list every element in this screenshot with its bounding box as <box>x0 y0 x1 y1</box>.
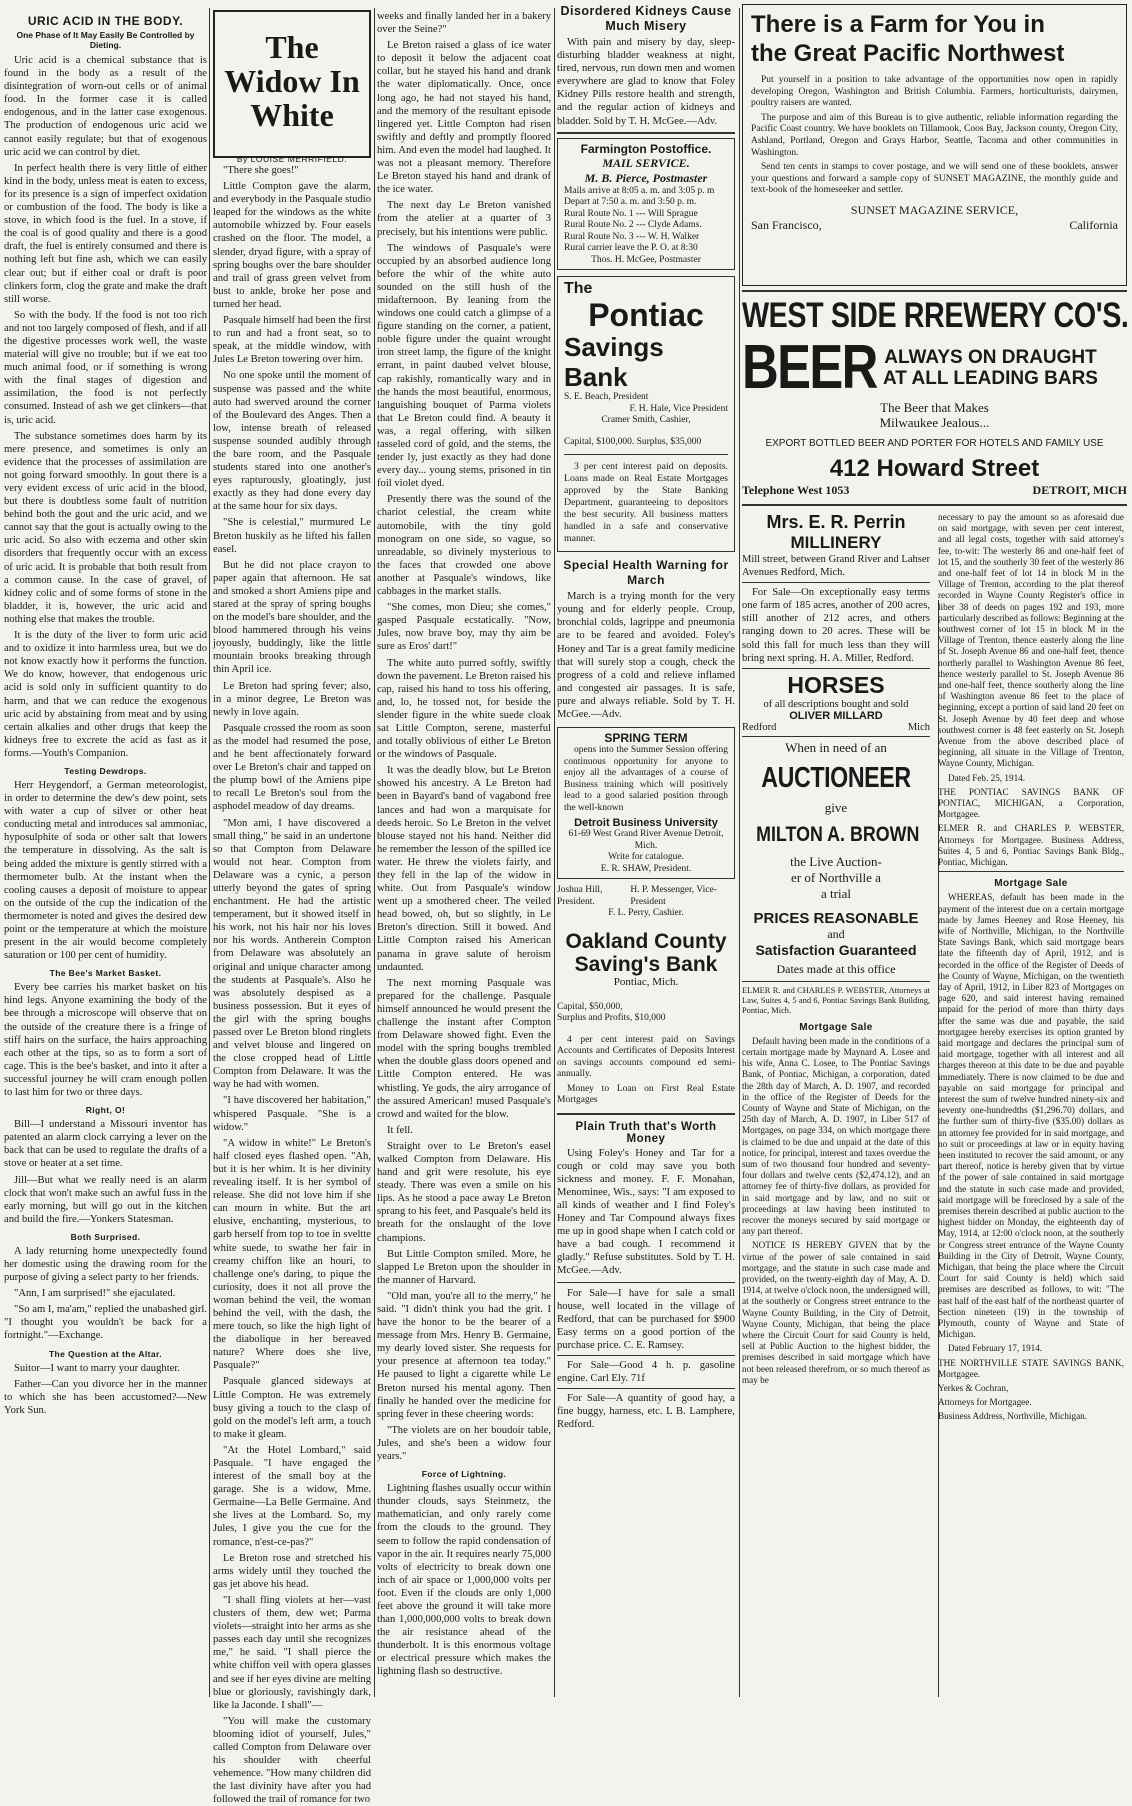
ad-title: Special Health Warning for March <box>563 558 729 588</box>
paragraph: A lady returning home unexpectedly found her domestic using the drawing room for the purpose of giving a select party to her friends. <box>4 1245 207 1284</box>
paragraph: So with the body. If the food is not too rich and not too largely composed of flesh, and if all the digestive processes work well, the waste material will give no trouble; but if we eat too much animal food, or if something is wrong with the final stages of digestion and assimilation, the food is not perfectly consumed. Instead of ash we get clinkers—that is, uric acid. <box>4 309 207 426</box>
brewery-phone: Telephone West 1053 <box>742 483 850 497</box>
brewery-always-1: ALWAYS ON DRAUGHT <box>884 347 1097 368</box>
section-title: Testing Dewdrops. <box>64 765 147 776</box>
paragraph: "A widow in white!" Le Breton's half closed eyes flashed open. "Ah, but it is her whim. It is her divinity revealing itself. It is her symbol of release. She did not love him if she can mourn in white. But the art elusive, enchanting, mysterious, to garb herself from top to toe in sveltte white suede, to swathe her fair in creamy chiffon like an houri, to challenge one's daring, to pique the curiosity, does it not all prove the woman behind the veil, the woman behind the veil, with the dash, the mere touch, so like the high light of the diabolique in her bereaved nature? Where does she live, Pasquale?" <box>213 1137 371 1372</box>
auction-title: AUCTIONEER <box>761 761 911 794</box>
oak-officer: F. L. Perry, Cashier. <box>608 908 684 919</box>
brewery-beer: BEER <box>742 333 877 402</box>
paragraph: It fell. <box>387 1124 413 1136</box>
mortgage-attorneys: ELMER R. and CHARLES P. WEBSTER, Attorneys for Mortgagee. Business Address, Suites 4, 5 and 6, Pontiac Savings Bank Bldg., Pontiac, Michigan. <box>938 823 1124 868</box>
horses-location <box>742 722 930 733</box>
brewery-always-2: AT ALL LEADING BARS <box>883 368 1098 389</box>
spring-term-box <box>557 727 735 879</box>
brewery-beer-row <box>742 333 1127 402</box>
paragraph: Father—Can you divorce her in the manner to which she has been accustomed?—New York Sun. <box>4 1378 207 1416</box>
mortgage-date: Dated February 17, 1914. <box>948 1343 1043 1354</box>
column-rule <box>209 8 210 1697</box>
paragraph: "Ann, I am surprised!" she ejaculated. <box>14 1288 176 1300</box>
oak-title: Oakland County Saving's Bank <box>565 929 727 976</box>
bank-name-1: Pontiac <box>588 297 704 334</box>
column-3 <box>377 10 551 1695</box>
paragraph: "I shall fling violets at her—vast clusters of them, dew wet; Parma violets—straight into her arms as she passes each day until she recognizes me," he said. "I shall pierce the white chiffon veil with opera glasses and see if her eyes divine are melting blue or gloriously, ravishingly dark, like la Jaconde. I shall"— <box>213 1594 371 1711</box>
auction-live: the Live Auction- <box>790 853 882 869</box>
mortgage-attorneys: Yerkes & Cochran, <box>938 1383 1009 1394</box>
paragraph: "So am I, ma'am," replied the unabashed girl. "I thought you wouldn't be back for a fortnight."—Exchange. <box>4 1304 207 1342</box>
brewery-export: EXPORT BOTTLED BEER AND PORTER FOR HOTELS AND FAMILY USE <box>765 438 1104 449</box>
ad-title: Disordered Kidneys Cause Much Misery <box>560 4 732 33</box>
mortgage-bank: THE PONTIAC SAVINGS BANK OF PONTIAC, MICHIGAN, a Corporation, Mortgagee. <box>938 786 1124 820</box>
divider <box>742 582 930 583</box>
section-title: Both Surprised. <box>70 1231 141 1242</box>
brewery-makes-2: Milwaukee Jealous... <box>879 415 990 430</box>
farm-title-2: the Great Pacific Northwest <box>751 40 1065 67</box>
paragraph: "The violets are on her boudoir table, Jules, and she's been a widow four years." <box>377 1424 551 1463</box>
spring-school: Detroit Business University <box>574 817 718 830</box>
divider <box>557 1113 735 1115</box>
spring-address: 61-69 West Grand River Avenue Detroit, Mich. <box>568 829 724 851</box>
perrin-name: Mrs. E. R. Perrin <box>766 512 906 532</box>
postoffice-box <box>557 138 735 271</box>
paragraph: Every bee carries his market basket on his hind legs. Anyone examining the body of the bee through a microscope will observe that on the outside of the creature there is a fringe of stiff hairs on the surface, the hairs approaching each other at the tips, so as to form a sort of cage. This is the bee's basket, and into it after a successful journey he will cram enough pollen to last him for two or three days. <box>4 982 207 1099</box>
postoffice-line: Rural carrier leave the P. O. at 8:30 <box>564 243 698 254</box>
column-rule <box>554 8 555 1697</box>
farm-service: SUNSET MAGAZINE SERVICE, <box>850 202 1019 217</box>
mortgage-date: Dated Feb. 25, 1914. <box>948 772 1026 783</box>
farm-ad <box>742 4 1127 286</box>
bank-officer: F. H. Hale, Vice President <box>629 403 728 414</box>
classified: For Sale—Good 4 h. p. gasoline engine. Carl Ely. 71f <box>557 1360 735 1385</box>
bank-name-2: Savings Bank <box>564 332 664 393</box>
oak-money: Money to Loan on First Real Estate Mortgages <box>557 1083 735 1106</box>
auction-and: and <box>827 926 845 941</box>
divider <box>557 132 735 134</box>
perrin-millinery: MILLINERY <box>790 533 882 552</box>
postoffice-line: Mails arrive at 8:05 a. m. and 3:05 p. m <box>564 185 715 196</box>
postoffice-line: Thos. H. McGee, Postmaster <box>591 254 701 265</box>
postoffice-service: MAIL SERVICE. <box>602 155 690 170</box>
horses-title: HORSES <box>787 671 885 698</box>
sub-column-left <box>742 512 930 1426</box>
brewery-address: 412 Howard Street <box>829 455 1040 482</box>
paragraph: It is the duty of the liver to form uric acid and to oxidize it into harmless urea, but we do not know exactly how it performs the function. We do know, however, that endogenous uric acid is sold only in sufficient quantity to do harm, and that we can reduce the exogenous uric acid by abstaining from meat and by using certain alkalies and other drugs that keep the kidneys free to excrete the acid as fast as it forms.—Youth's Companion. <box>4 630 207 759</box>
auction-prices: PRICES REASONABLE <box>753 909 919 927</box>
sub-column-right <box>938 512 1124 1426</box>
farm-title-1: There is a Farm for You in <box>751 11 1045 38</box>
ad-text: March is a trying month for the very young and for elderly people. Croup, bronchial colds, lagrippe and pneumonia are to be feared and avoided. Foley's Honey and Tar is a great family medicine that will surely stop a cough, check the progress of a cold and relieve inflamed and congested air passages. It is safe, pure and always reliable. Sold by T. H. McGee.—Adv. <box>557 591 735 720</box>
postoffice-title: Farmington Postoffice. <box>580 141 712 156</box>
paragraph: Suitor—I want to marry your daughter. <box>14 1362 180 1374</box>
mortgage-attorneys: Attorneys for Mortgagee. <box>938 1397 1032 1408</box>
article-title: URIC ACID IN THE BODY. <box>27 14 184 28</box>
divider <box>564 454 728 455</box>
paragraph: "At the Hotel Lombard," said Pasquale. "I have engaged the interest of the small boy at the garage. She is a widow, Mme. Germaine—La Belle Germaine. And she lives at the Lombard. So, my Jules, I give you the cue for the romance, n'est-ce-pas?" <box>213 1444 371 1548</box>
paragraph: Pasquale glanced sideways at Little Compton. He was extremely busy giving a touch to the clasp of gold on the model's left arm, a touch to make it gleam. <box>213 1376 371 1440</box>
auction-when: When in need of an <box>785 739 887 755</box>
postoffice-line: Rural Route No. 3 --- W. H. Walker <box>564 231 700 242</box>
divider <box>557 1388 735 1389</box>
spring-text: opens into the Summer Session offering continuous opportunity for anyone to enjoy all the advantages of a course of Business training which will positively lead to a good salaried position through the well-known <box>564 745 728 813</box>
bank-officer: Cramer Smith, Cashier, <box>601 415 691 426</box>
paragraph: Presently there was the sound of the chariot celestial, the cream white automobile, with the tiny gold monogram on one side, so vague, so unreadable, so divinely mysterious to the faces that crowded one above another at Pasquale's windows, like cabbages in the market stalls. <box>377 494 551 598</box>
column-5 <box>742 4 1127 1695</box>
story-byline: By LOUISE MERRIFIELD. <box>236 154 348 164</box>
mortgage-bank: THE NORTHVILLE STATE SAVINGS BANK, Mortgagee. <box>938 1357 1124 1379</box>
oak-text: 4 per cent interest paid on Savings Accounts and Certificates of Deposits Interest on savings accounts compound ed semi-annually. <box>557 1034 735 1080</box>
auction-trial: a trial <box>821 885 851 901</box>
divider <box>557 1282 735 1283</box>
spring-title: SPRING TERM <box>604 731 688 746</box>
paragraph: The windows of Pasquale's were occupied by an absorbed audience long before the whir of the white auto sounded on the still hush of the midafternoon. By leaning from the windows one could catch a glimpse of a figure standing on the corner, a patient, noble figure under the quaint wrought iron street lamp, the figure of the knight errant, in paint daubed velvet blouse, cap rakishly, romantically wary and in the hands the most beautiful, enormous, languishing bouquet of Parma violets that Le Breton could find. A beauty it was, a regal offering, with silken tasseled cord of gold, and the stems, the tender ly, just exactly as they had done every day... young stems, prisoned in tin foil violet dyed. <box>377 242 551 490</box>
paragraph: Pasquale crossed the room as soon as the model had resumed the pose, and he bent affectionately forward over Le Breton's chair and tapped on the plump bowl of the Amiens pipe to recall Le Breton's soul from the asphodel meadow of day dreams. <box>213 722 371 813</box>
divider <box>557 1355 735 1356</box>
paragraph: No one spoke until the moment of suspense was passed and the white auto had swerved around the corner of the Boulevard des Anges. Then a low, intense breath of released suspense sounded audibly through the bare room, and the Pasquale students stared into one another's eyes rapturously, gloatingly, just exactly as they had done every day at the same hour for six days. <box>213 370 371 513</box>
column-2 <box>213 10 371 1806</box>
section-title: The Bee's Market Basket. <box>49 968 162 979</box>
column-1 <box>4 10 207 1695</box>
brewery-contact <box>742 483 1127 498</box>
paragraph: In perfect health there is very little of either kind in the body, unless meat is eaten to excess, for its presence is a sign of imperfect oxidation or combustion of the food. The body is like a stove, in which food is the fuel. In a stove, if the coal is of good quality and there is a good draft, the fuel is entirely consumed and there is nothing left but fine ash, which we can easily clear out; but if either coal or draft is poor clinkers form, clog the grate and make the draft still worse. <box>4 162 207 305</box>
divider <box>938 871 1124 872</box>
postoffice-line: Depart at 7:50 a. m. and 3:50 p. m. <box>564 197 697 208</box>
farm-sale-text: For Sale—On exceptionally easy terms one farm of 185 acres, another of 200 acres, still another of 212 acres, and others ranging down to 20 acres. These will be sold this fall for much less than they will bring next spring. H. A. Miller, Redford. <box>742 587 930 664</box>
article-body <box>4 54 207 760</box>
postoffice-line: Rural Route No. 1 --- Will Sprague <box>564 208 698 219</box>
story-title: The Widow In White <box>224 29 360 133</box>
paragraph: Herr Heygendorf, a German meteorologist, in order to determine the dew's dew point, sets with water a cup of silver or other heat conducting metal and introduces sal ammoniac, hyposulphite of soda or other salt that lowers the temperature in dissolving. As the salt is being added the mixture is gently stirred with a thermometer bulb. At the instant when the cooling causes a deposit of moisture to appear on the outside of the cup the indication of the thermometer is noted and gives the desired dew point or the temperature at which the moisture present in the air would become completely saturation or 100 per cent of humidity. <box>4 779 207 962</box>
ad-title: Plain Truth that's Worth Money <box>575 1120 717 1145</box>
paragraph: Pasquale himself had been the first to run and had a front seat, so to speak, at the middle window, with Jules Le Breton towering over him. <box>213 315 371 366</box>
mortgage-address: Business Address, Northville, Michigan. <box>938 1411 1088 1422</box>
bank-the: The <box>564 280 593 298</box>
paragraph: Jill—But what we really need is an alarm clock that won't make such an awful fuss in the early morning, but will go out in the kitchen and build the fire.—Yonkers Statesman. <box>4 1174 207 1225</box>
paragraph: The white auto purred softly, swiftly down the pavement. Le Breton raised his cap, raised his hand to toss his offering, and, lo, he tossed not, for beside the slender figure in the white suede cloak sat Little Compton, serene, masterful and totally oblivious of either Le Breton or the windows of Pasquale. <box>377 657 551 761</box>
divider <box>742 668 930 669</box>
horses-name: OLIVER MILLARD <box>789 709 883 722</box>
section-title: The Question at the Altar. <box>48 1348 163 1359</box>
ad-text: With pain and misery by day, sleep-disturbing bladder weakness at night, tired, nervous, run down men and women everywhere are glad to know that Foley Kidney Pills restore health and strength, and the regular action of kidneys and bladder. Sold by T. H. McGee.—Adv. <box>557 37 735 127</box>
paragraph: "Old man, you're all to the merry," he said. "I didn't think you had the grit. I have the honor to be the bearer of a message from Mrs. Henry B. Germaine, my dearly loved sister. She requests for your presence at afternoon tea today." He paused to light a cigarette while Le Breton nursed his mental agony. Then finally he handed over the medicine for spring fever in these cheering words: <box>377 1290 551 1420</box>
horses-state: Mich <box>907 721 930 733</box>
paragraph: "Mon ami, I have discovered a small thing," he said in an undertone so that Compton from Delaware would not hear. Compton from Delaware was a cynic, a person utterly beyond the gates of spring enchantment. He had the artistic temperament, but it showed itself in his work, not his hair nor his loves nor his words. Antherein Compton from Delaware was absolutely an original and unique character among the students at Pasquale's. Also he was absolutely despised as a business possession. But it eyes of the girl with the spring boughs passed over Le Breton blond ringlets and velvet blouse and lingered on the close cropped head of Little Compton from Delaware. It was the way he had with women. <box>213 817 371 1091</box>
bank-capital: Capital, $100,000. Surplus, $35,000 <box>564 436 702 447</box>
oak-officer: Joshua Hill, President. <box>557 885 603 907</box>
horses-city: Redford <box>742 721 777 733</box>
horses-text: of all descriptions bought and sold <box>763 698 909 710</box>
perrin-text: Mill street, between Grand River and Lahser Avenues Redford, Mich. <box>742 554 930 579</box>
brewery-city: DETROIT, MICH <box>1032 483 1127 497</box>
story-body <box>213 164 371 1806</box>
attorneys: ELMER R. and CHARLES P. WEBSTER, Attorneys at Law, Suites 4, 5 and 6, Pontiac Savings Bank Building, Pontiac, Mich. <box>742 985 930 1015</box>
divider <box>742 290 1127 292</box>
mortgage-notice: NOTICE IS HEREBY GIVEN that by the virtue of the power of sale contained in said mortgage, and the statute in such case made and provided, on the twenty-eighth day of May, A. D. 1914, at twelve o'clock noon, the undersigned will, at the southerly or Congress street entrance to the Wayne County Building, in the City of Detroit, Wayne County, Michigan, that being the place where the Circuit Court for said County is held, sell at Public Auction to the highest bidder, the premises described in said mortgage which have not been released therefrom, or so much thereof as may be <box>742 1240 930 1385</box>
mortgage-title: Mortgage Sale <box>994 878 1068 890</box>
paragraph: Lightning flashes usually occur within thunder clouds, says Steinmetz, the mathematician, and only rarely come from the clouds to the ground. They seem to follow the rapid condensation of vapor in the air. It requires nearly 75,000 volts of electricity to break down one inch of air space or 1,000,000 volts per foot. Even if the clouds are only 1,000 feet above the ground it will take more than 1,000,000,000 volts to break down the air resistance ahead of the thunderbolt. It is this enormous voltage or electrical pressure which makes the lightning flash so destructive. <box>377 1483 551 1678</box>
paragraph: It was the deadly blow, but Le Breton showed his ancestry. A Le Breton had been in Bayard's band of vagabond free lances and had won a marquisate for deeds heroic. So Le Breton in the velvet blouse stayed not his hand. Neither did he remember the lesson of the spilled ice water. He threw the violets fairly, and they fell in the lap of the widow in white. Out from Pasquale's window went up a smothered cheer. The veiled head bowed, oh, but so slightly, in Le Breton's direction. Still it bowed. And Little Compton raised his American panama in grave salute of heroism undaunted. <box>377 765 551 973</box>
paragraph: The next day Le Breton vanished from the atelier at a quarter of 3 precisely, but his intentions were public. <box>377 200 551 238</box>
mortgage-title: Mortgage Sale <box>799 1021 873 1033</box>
classified: For Sale—I have for sale a small house, well located in the village of Redford, that can be purchased for $900 Easy terms on a good portion of the purchase price. C. E. Ramsey. <box>557 1287 735 1351</box>
paragraph: "She comes, mon Dieu; she comes," gasped Pasquale ecstatically. "Now, Jules, now brave boy, may thy aim be sure as Eros' dart!" <box>377 602 551 653</box>
spring-write: Write for catalogue. <box>608 852 684 863</box>
paragraph: Uric acid is a chemical substance that is found in the body as a result of the disintegration of worn-out cells or of animal food. In the former case it is called endogenous, and in the latter case exogenous. The production of endogenous uric acid we cannot easily regulate; but that of exogenous uric acid we can control by diet. <box>4 55 207 158</box>
brewery-makes-1: The Beer that Makes <box>880 400 989 415</box>
farm-text: The purpose and aim of this Bureau is to give authentic, reliable information regarding the Pacific Coast country. We have booklets on Tillamook, Coos Bay, Jackson county, Oregon City, Ashland, Portland, Oregon and Grays Harbor, Seattle, Tacoma and other communities in Washington. <box>751 112 1118 158</box>
story-title-box <box>213 10 371 164</box>
paragraph: Bill—I understand a Missouri inventor has patented an alarm clock carrying a lever on the back that can be used to regulate the drafts of a stove or heater at a set time. <box>4 1119 207 1170</box>
mortgage-text: WHEREAS, default has been made in the payment of the interest due on a certain mortgage made by James Heeney and Rose Heeney, his wife of Northville, Michigan, to the Northville State Savings Bank, which said mortgage bears date the fifteenth day of April, 1912, and is recorded in the office of the Register of Deeds of the County of Wayne, Michigan, on the twentieth day of April, 1912, in Liber 823 of Mortgages on page 620, and said interest having remained unpaid for the period of more than thirty days after the same was due and payable, the said mortgagee hereby exercises its option granted by said mortgage and declares the principal sum of said mortgage, together with all interest and all charges thereon at this date to be due and payable immediately. There is now claimed to be due and payable on said mortgage for principal and interest the sum of twelve hundred ninety-six and seventy one-hundredths ($1,296.70) dollars, and the further sum of thirty-five ($35.00) dollars as an attorney fee provided for in said mortgage, and no suit or proceedings at law or in equity having been instituted to recover the said amount, or any part thereof, notice is hereby given that by virtue of the power of sale contained in said mortgage and the statute in such case made and provided, said mortgage will be foreclosed by a sale of the premises therein described at public auction to the highest bidder on Monday, the eighteenth day of May, 1914, at 12:00 o'clock noon, at the southerly or Congress street entrance of the Wayne County Building in the City of Detroit, Wayne County, Michigan, that being the place where the Circuit Court for said County is held) which said premises are described as follows, to wit: "The east half of the east half of the northeast quarter of Section nineteen (19) in the township of Plymouth, county of Wayne and State of Michigan. <box>938 892 1124 1340</box>
bank-officer: S. E. Beach, President <box>564 392 649 403</box>
paragraph: "She is celestial," murmured Le Breton huskily as he lifted his fallen easel. <box>213 517 371 555</box>
brewery-title: WEST SIDE RREWERY CO'S. <box>742 296 1129 335</box>
oak-officers <box>557 885 735 908</box>
oak-city: Pontiac, Mich. <box>613 975 679 988</box>
classified: For Sale—A quantity of good hay, a fine buggy, harness, etc. L B. Lamphere, Redford. <box>557 1393 735 1431</box>
paragraph: The substance sometimes does harm by its mere presence, and sometimes is only an evidence that the processes of assimilation are not going forward smoothly. In gout there is a very evident excess of uric acid in the blood, but there is doubtless some fault of nutrition behind both the gout and the uric acid, and we cannot say that the gout is actually owing to the uric acid. So also with eczema and other skin disorders that frequently occur with an excess of uric acid. It is probable that both result from a common cause. In the case of gravel, of kidney colic and of some forms of stone in the bladder, it is, however, the uric acid and nothing else that makes the trouble. <box>4 430 207 625</box>
spring-president: E. R. SHAW, President. <box>600 863 692 874</box>
divider <box>742 736 930 737</box>
paragraph: But Little Compton smiled. More, he slapped Le Breton upon the shoulder in the manner of Harvard. <box>377 1248 551 1286</box>
postmaster-name: M. B. Pierce, Postmaster <box>584 170 708 185</box>
paragraph: Le Breton raised a glass of ice water to deposit it below the adjacent coat collar, but he stayed his hand and drank the water diplomatically. Once, once long ago, he had not stayed his hand, and the memory of the resultant episode lingered yet. Little Compton had risen swiftly and deftly and promptly floored him. And even the model had laughed. It was not a pleasant memory. Therefore Le Breton stayed his hand and drank of the ice water. <box>377 40 551 196</box>
auction-name: MILTON A. BROWN <box>756 822 920 846</box>
paragraph: "I have discovered her habitation," whispered Pasquale. "She is a widow." <box>213 1095 371 1133</box>
paragraph: "You will make the customary blooming idiot of yourself, Jules," called Compton from Delaware over his shoulder with cheerful vehemence. "How many children did the last divinity have after you had followed the trail of romance for two <box>213 1715 371 1806</box>
paragraph: Little Compton gave the alarm, and everybody in the Pasquale studio leaped for the windows as the white automobile whizzed by. Four easels crashed on the floor. The model, a slender, dryad figure, with a spray of spring boughs over the bare shoulder and trail of grass green velvet from bust to ankle, broke her pose and turned her head. <box>213 181 371 310</box>
farm-location <box>751 218 1118 233</box>
mortgage-continued: necessary to pay the amount so as aforesaid due on said mortgage, with seven per cent interest, and all legal costs, together with said attorney's fee, to-wit: The westerly 86 and one-half feet of lot 15, and the southerly 30 feet of the westerly 86 and one-half feet of lot 14 in block M in the Village of Trenton, according to the plat thereof recorded in Wayne County Register's office in liber 38 of deeds on pages 192 and 193, more particularly described as follows: Beginning at the southwest corner of lot 15 in block M in the Village of Trenton, thence easterly along the line of St. Joseph Avenue 86 and one-half feet, thence northerly parallel to Washington Avenue 86 feet, thence westerly parallel to St. Joseph Avenue 86 and one-half feet, thence southerly along the line of Washington avenue 86 feet to the place of beginning, except a portion of said land 20 feet on St. Joseph Avenue by 40 feet deep and whose southwest corner is 48 feet easterly on St. Joseph Avenue from the above described place of beginning, all situate in the Village of Trenton, Wayne County, Michigan. <box>938 512 1124 769</box>
farm-city: San Francisco, <box>751 217 822 232</box>
paragraph: Straight over to Le Breton's easel walked Compton from Delaware. His hand and grit were resolute, his eye steady. There was even a smile on his lips. As he stood a pace away Le Breton sprang to his feet, and Pasquale's held its breath for the onslaught of the love champions. <box>377 1140 551 1244</box>
brewery-tagline <box>854 347 1127 389</box>
paragraph: "There she goes!" <box>223 165 299 176</box>
section-title: Right, O! <box>85 1105 126 1116</box>
farm-state: California <box>1069 217 1118 232</box>
divider <box>742 981 930 982</box>
bank-text: 3 per cent interest paid on deposits. Loans made on Real Estate Mortgages approved by the State Banking Department, guaranteeing to depositors the best security. All business matters handled in a safe and conservative manner. <box>564 461 728 545</box>
lower-section <box>742 512 1127 1426</box>
brewery-ad <box>742 296 1127 498</box>
auction-dates: Dates made at this office <box>776 961 896 976</box>
paragraph: weeks and finally landed her in a bakery over the Seine?" <box>377 11 551 36</box>
oak-officer: H. P. Messenger, Vice-President <box>630 885 717 907</box>
farm-text: Send ten cents in stamps to cover postage, and we will send one of these booklets, answer your questions and forward a sample copy of SUNSET MAGAZINE, the monthly guide and text-book of the homeseeker and settler. <box>751 162 1118 196</box>
paragraph: Le Breton rose and stretched his arms widely until they touched the gas jet above his head. <box>213 1552 371 1590</box>
article-subtitle: One Phase of It May Easily Be Controlled by Dieting. <box>16 30 195 50</box>
auction-satisfaction: Satisfaction Guaranteed <box>755 941 917 958</box>
mortgage-text: Default having been made in the conditions of a certain mortgage made by Maynard A. Losee and his wife, Anna C. Losee, to The Pontiac Savings Bank, of Pontiac, Michigan, a corporation, dated the 28th day of March, A. D. 1907, and recorded in the office of the Register of Deeds for the County of Wayne and State of Michigan, on the 25th day of March, A. D. 1907, in Liber 517 of Mortgages, on page 334, on which mortgage there is claimed to be due and unpaid at the date of this notice, for principal, interest and taxes overdue the sum of two thousand four hundred and seventy-four dollars and twelve cents ($2,474.12), and an attorney fee of thirty-five dollars, as provided for in said mortgage and by law, and no suit or proceedings at law having been instituted to recover the moneys secured by said mortgage or any part thereof. <box>742 1035 930 1237</box>
divider <box>742 504 1127 506</box>
paragraph: The next morning Pasquale was prepared for the challenge. Pasquale himself announced he would present the challenge the instant after Compton from Delaware showed fight. Even the model with the spring boughs trembled when the double glass doors opened and Little Compton entered. He was whistling. Ye gods, the airy arrogance of the assured American! mused Pasquale's crowd and waited for the blow. <box>377 977 551 1120</box>
column-rule <box>374 8 375 1697</box>
section-title: Force of Lightning. <box>421 1469 507 1480</box>
auction-live: er of Northville a <box>791 869 881 885</box>
column-4 <box>557 4 735 1695</box>
paragraph: Le Breton had spring fever; also, in a minor degree, Le Breton was newly in love again. <box>213 680 371 718</box>
postoffice-line: Rural Route No. 2 --- Clyde Adams. <box>564 220 702 231</box>
farm-text: Put yourself in a position to take advantage of the opportunities now open in rapidly developing Oregon, Washington and British Columbia. Farmers, horticulturists, dairymen, poultry raisers are wanted. <box>751 75 1118 109</box>
oak-capital: Capital, $50,000, <box>557 1001 623 1012</box>
column-rule <box>739 8 740 1697</box>
ad-text: Using Foley's Honey and Tar for a cough or cold may save you both sickness and money. F. F. Monahan, Menominee, Wis., says: "I am exposed to all kinds of weather and I find Foley's Honey and Tar Compound always fixes me up in good shape when I catch cold or have a bad cough. I recommend it gladly." Refuse substitutes. Sold by T. H. McGee.—Adv. <box>557 1147 735 1277</box>
auction-give: give <box>824 799 848 815</box>
pontiac-bank-ad <box>557 276 735 552</box>
oak-surplus: Surplus and Profits, $10,000 <box>557 1013 666 1024</box>
paragraph: But he did not place crayon to paper again that afternoon. He sat and smoked a short Amiens pipe and stared at the spray of spring boughs on the model's bare shoulder, and the blood hammered through his veins joyously, buddingly, like the little mountain brooks breaking through thin April ice. <box>213 559 371 676</box>
